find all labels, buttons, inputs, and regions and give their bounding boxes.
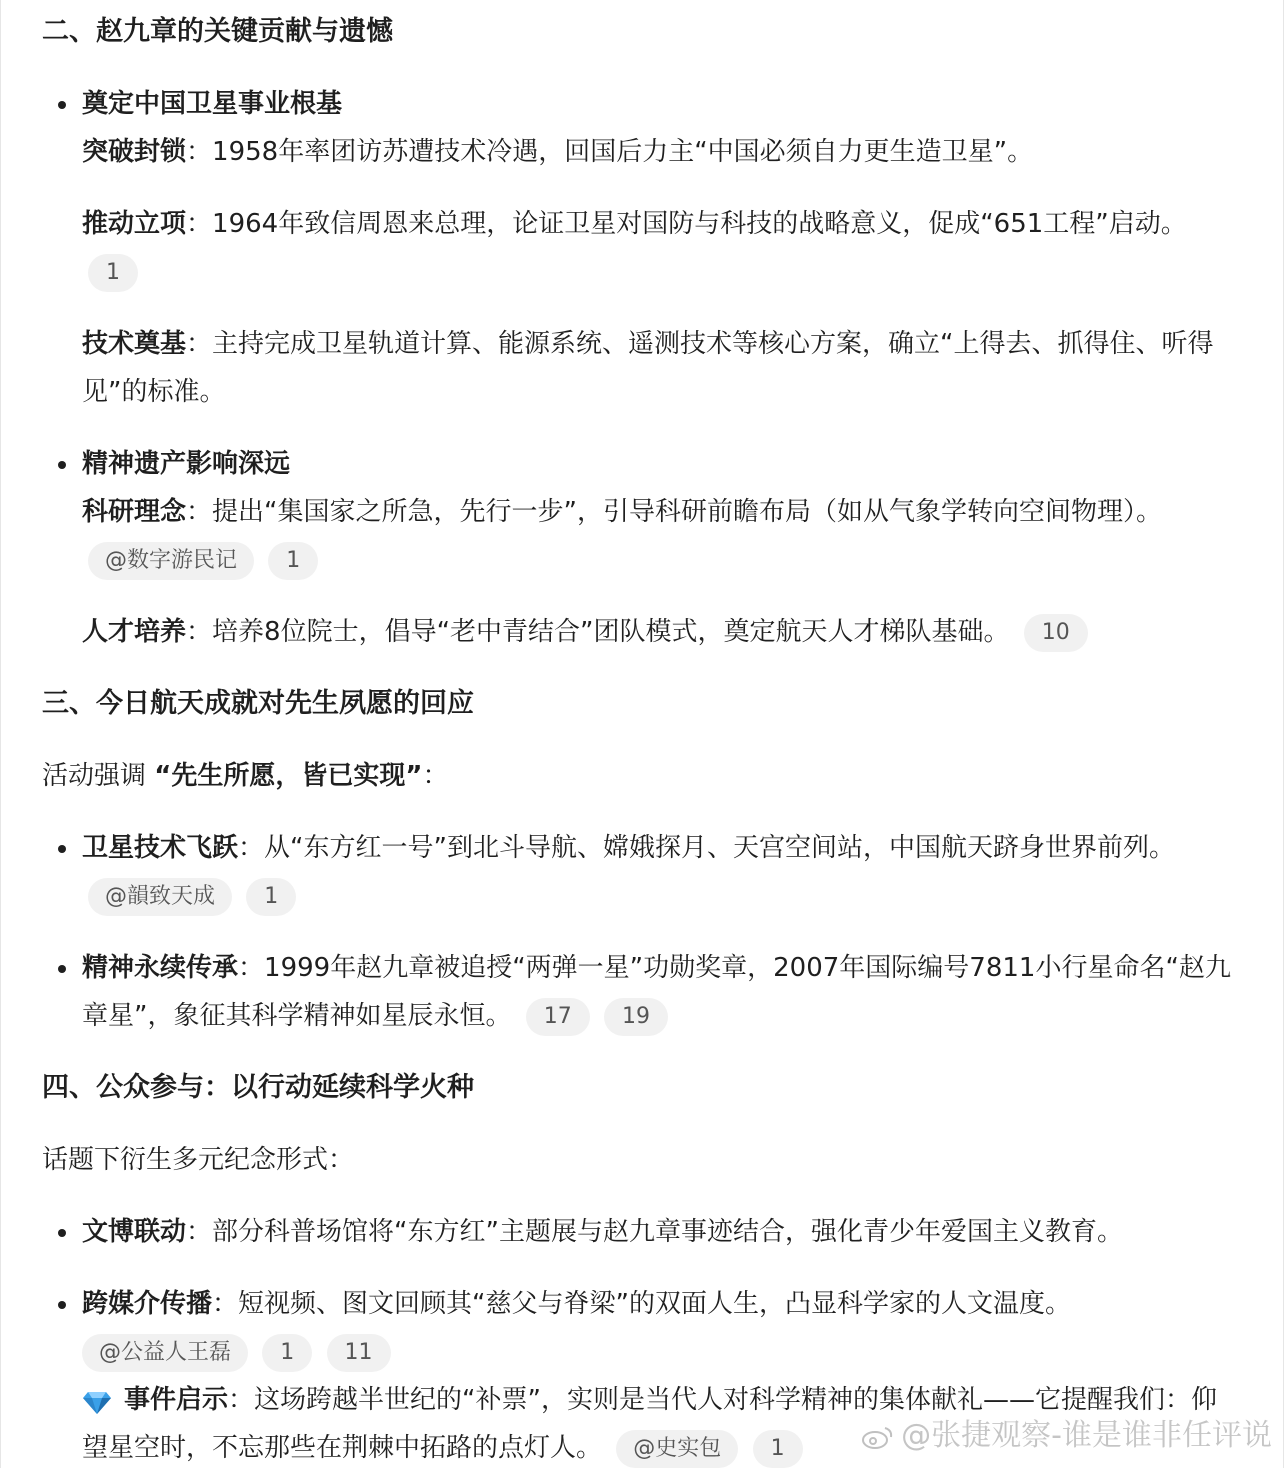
term: 技术奠基	[82, 329, 187, 359]
sub-paragraph	[82, 608, 1232, 656]
paragraph-text: 1964年致信周恩来总理，论证卫星对国防与科技的战略意义，促成“651工程”启动。	[212, 209, 1187, 239]
list-item	[82, 944, 1232, 1040]
separator: ：	[186, 617, 213, 647]
term: 推动立项	[82, 209, 187, 239]
separator: ：	[186, 137, 213, 167]
list-item	[82, 440, 1232, 488]
list-item	[82, 824, 1232, 920]
term: 卫星技术飞跃	[82, 833, 239, 863]
reference-chip[interactable]: 19	[604, 998, 668, 1036]
item-title: 奠定中国卫星事业根基	[82, 89, 343, 119]
item-title: 精神遗产影响深远	[82, 449, 291, 479]
user-mention-chip[interactable]: @史实包	[616, 1430, 738, 1468]
separator: ：	[186, 1217, 213, 1247]
reference-chip[interactable]: 1	[753, 1430, 803, 1468]
term: 文博联动	[82, 1217, 187, 1247]
sub-paragraph	[82, 128, 1232, 176]
list-item	[82, 1208, 1232, 1256]
separator: ：	[238, 953, 265, 983]
bullet-icon	[58, 101, 66, 109]
separator: ：	[422, 761, 449, 791]
paragraph-text: 1999年赵九章被追授“两弹一星”功勋奖章，2007年国际编号7811小行星命名“赵九章星”，象征其科学精神如星辰永恒。	[82, 953, 1231, 1031]
reference-chip[interactable]: 17	[526, 998, 590, 1036]
reference-chip[interactable]: 11	[327, 1334, 391, 1372]
reference-chip[interactable]: 1	[246, 878, 296, 916]
reference-chip[interactable]: 10	[1024, 614, 1088, 652]
bullet-icon	[58, 1229, 66, 1237]
separator: ：	[228, 1385, 255, 1415]
bullet-icon	[58, 845, 66, 853]
term: 跨媒介传播	[82, 1289, 213, 1319]
list-item	[82, 1280, 1232, 1376]
paragraph-text: 这场跨越半世纪的“补票”，实则是当代人对科学精神的集体献礼——它提醒我们：仰望星空时，不忘那些在荆棘中拓路的点灯人。	[82, 1385, 1217, 1463]
term: 精神永续传承	[82, 953, 239, 983]
term: 事件启示	[124, 1385, 229, 1415]
sub-paragraph	[82, 320, 1232, 416]
separator: ：	[186, 209, 213, 239]
separator: ：	[186, 329, 213, 359]
weibo-logo-icon	[861, 1424, 895, 1450]
watermark	[861, 1416, 1272, 1456]
section-heading: 四、公众参与：以行动延续科学火种	[42, 1072, 474, 1103]
left-border	[0, 0, 1, 1468]
paragraph-text: 主持完成卫星轨道计算、能源系统、遥测技术等核心方案，确立“上得去、抓得住、听得见”的标准。	[82, 329, 1214, 407]
separator: ：	[186, 497, 213, 527]
paragraph-text: 1958年率团访苏遭技术冷遇，回国后力主“中国必须自力更生造卫星”。	[212, 137, 1034, 167]
sub-paragraph	[82, 488, 1232, 584]
reference-chip[interactable]: 1	[262, 1334, 312, 1372]
bullet-icon	[58, 461, 66, 469]
section-heading: 三、今日航天成就对先生夙愿的回应	[42, 688, 474, 719]
list-item	[82, 80, 1232, 128]
term: 人才培养	[82, 617, 187, 647]
paragraph-text: 培养8位院士，倡导“老中青结合”团队模式，奠定航天人才梯队基础。	[212, 617, 1010, 647]
sub-paragraph	[82, 200, 1232, 296]
intro-text: 活动强调	[42, 761, 155, 791]
bullet-icon	[58, 965, 66, 973]
term: 科研理念	[82, 497, 187, 527]
paragraph-text: 从“东方红一号”到北斗导航、嫦娥探月、天宫空间站，中国航天跻身世界前列。	[264, 833, 1175, 863]
reference-chip[interactable]: 1	[88, 254, 138, 292]
bullet-icon	[58, 1301, 66, 1309]
gem-icon	[82, 1386, 112, 1416]
paragraph-text: 部分科普场馆将“东方红”主题展与赵九章事迹结合，强化青少年爱国主义教育。	[212, 1217, 1123, 1247]
intro-emphasis: “先生所愿，皆已实现”	[154, 761, 423, 791]
separator: ：	[212, 1289, 239, 1319]
paragraph-text: 提出“集国家之所急，先行一步”，引导科研前瞻布局（如从气象学转向空间物理）。	[212, 497, 1162, 527]
user-mention-chip[interactable]: @数字游民记	[88, 542, 254, 580]
user-mention-chip[interactable]: @韻致天成	[88, 878, 232, 916]
term: 突破封锁	[82, 137, 187, 167]
paragraph-text: 短视频、图文回顾其“慈父与脊梁”的双面人生，凸显科学家的人文温度。	[238, 1289, 1071, 1319]
intro-paragraph: 话题下衍生多元纪念形式：	[42, 1145, 355, 1175]
user-mention-chip[interactable]: @公益人王磊	[82, 1334, 248, 1372]
reference-chip[interactable]: 1	[268, 542, 318, 580]
intro-paragraph	[42, 752, 448, 800]
separator: ：	[238, 833, 265, 863]
section-heading: 二、赵九章的关键贡献与遗憾	[42, 16, 393, 47]
watermark-text: @张捷观察-谁是谁非任评说	[901, 1418, 1272, 1453]
